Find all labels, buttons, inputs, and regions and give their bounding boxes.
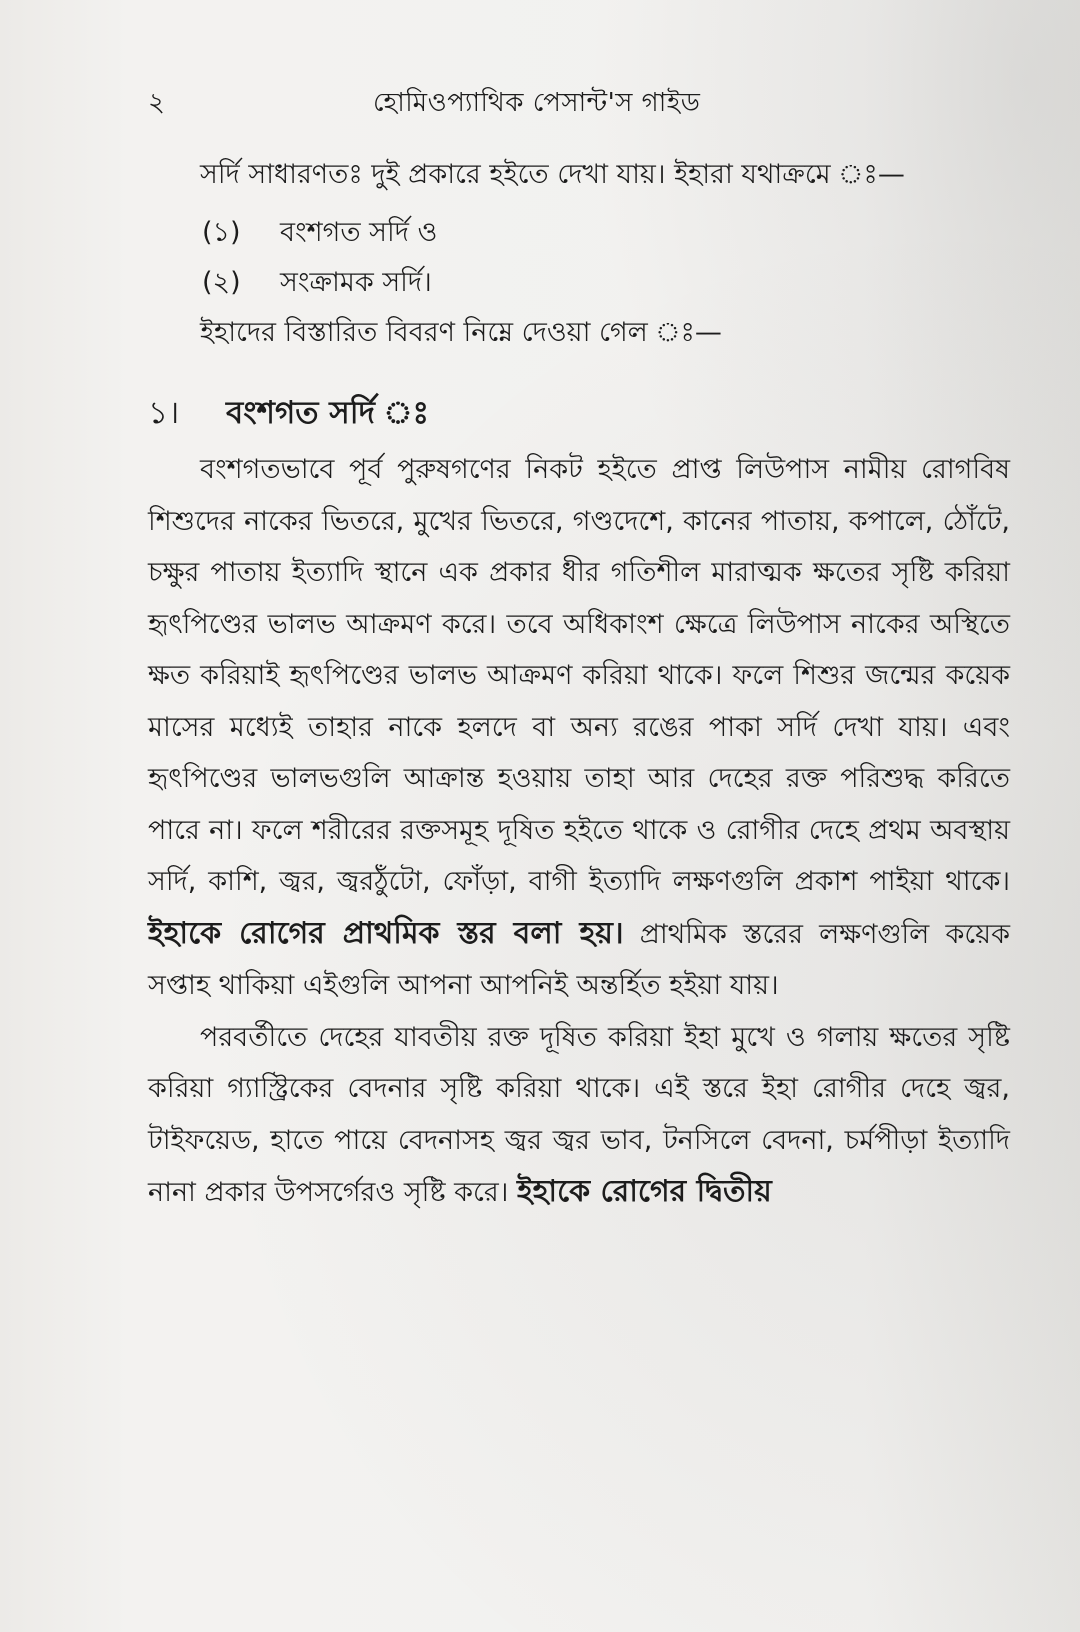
section-paragraph-2 — [148, 1012, 1010, 1219]
emphasis-text: ইহাকে রোগের প্রাথমিক স্তর বলা হয়। — [148, 915, 624, 951]
list-number: (২) — [202, 267, 241, 298]
emphasis-text: ইহাকে রোগের দ্বিতীয় — [517, 1174, 772, 1209]
intro-paragraph: সর্দি সাধারণতঃ দুই প্রকারে হইতে দেখা যায়। ইহারা যথাক্রমে ঃ— — [200, 159, 905, 190]
section-number: ১। — [148, 395, 180, 431]
paragraph-text: বংশগতভাবে পূর্ব পুরুষগণের নিকট হইতে প্রাপ্ত লিউপাস নামীয় রোগবিষ শিশুদের নাকের ভিতরে, মুখের ভিতরে, গণ্ডদেশে, কানের পাতায়, কপালে, ঠোঁটে, চক্ষুর পাতায় ইত্যাদি স্থানে এক প্রকার ধীর গতিশীল মারাত্মক ক্ষতের সৃষ্টি করিয়া হৃৎপিণ্ডের ভালভ আক্রমণ করে। তবে অধিকাংশ ক্ষেত্রে লিউপাস নাকের অস্থিতে ক্ষত করিয়াই হৃৎপিণ্ডের ভালভ আক্রমণ করিয়া থাকে। ফলে শিশুর জন্মের কয়েক মাসের মধ্যেই তাহার নাকে হলদে বা অন্য রঙের পাকা সর্দি দেখা যায়। এবং হৃৎপিণ্ডের ভালভগুলি আক্রান্ত হওয়ায় তাহা আর দেহের রক্ত পরিশুদ্ধ করিতে পারে না। ফলে শরীরের রক্তসমূহ দূষিত হইতে থাকে ও রোগীর দেহে প্রথম অবস্থায় সর্দি, কাশি, জ্বর, জ্বরঠুঁটো, ফোঁড়া, বাগী ইত্যাদি লক্ষণগুলি প্রকাশ পাইয়া থাকে। — [148, 454, 1010, 897]
section-title: বংশগত সর্দি ঃ — [226, 395, 430, 431]
paragraph-text: পরবর্তীতে দেহের যাবতীয় রক্ত দূষিত করিয়া ইহা মুখে ও গলায় ক্ষতের সৃষ্টি করিয়া গ্যাস্ট্রিকের বেদনার সৃষ্টি করিয়া থাকে। এই স্তরে ইহা রোগীর দেহে জ্বর, টাইফয়েড, হাতে পায়ে বেদনাসহ জ্বর জ্বর ভাব, টনসিলে বেদনা, চর্মপীড়া ইত্যাদি নানা প্রকার উপসর্গেরও সৃষ্টি করে। — [148, 1021, 1010, 1208]
section-heading — [148, 386, 1010, 440]
list-text: বংশগত সর্দি ও — [280, 217, 438, 248]
spacer — [148, 200, 1010, 208]
list-number: (১) — [202, 217, 241, 248]
list-item-contagious — [202, 258, 1010, 308]
paragraph-text: প্রাথমিক স্তরের লক্ষণগুলি কয়েক সপ্তাহ থাকিয়া এইগুলি আপনা আপনিই অন্তর্হিত হইয়া যায়। — [148, 918, 1010, 1001]
details-line: ইহাদের বিস্তারিত বিবরণ নিম্নে দেওয়া গেল ঃ— — [200, 317, 722, 348]
page-number: ২ — [148, 88, 165, 118]
page-header — [148, 82, 1008, 122]
list-text: সংক্রামক সর্দি। — [280, 267, 432, 298]
list-item-hereditary — [202, 208, 1010, 258]
section-paragraph-1 — [148, 444, 1010, 1012]
running-title: হোমিওপ্যাথিক পেসান্ট'স গাইড — [373, 88, 701, 118]
page-body — [148, 150, 1010, 1219]
